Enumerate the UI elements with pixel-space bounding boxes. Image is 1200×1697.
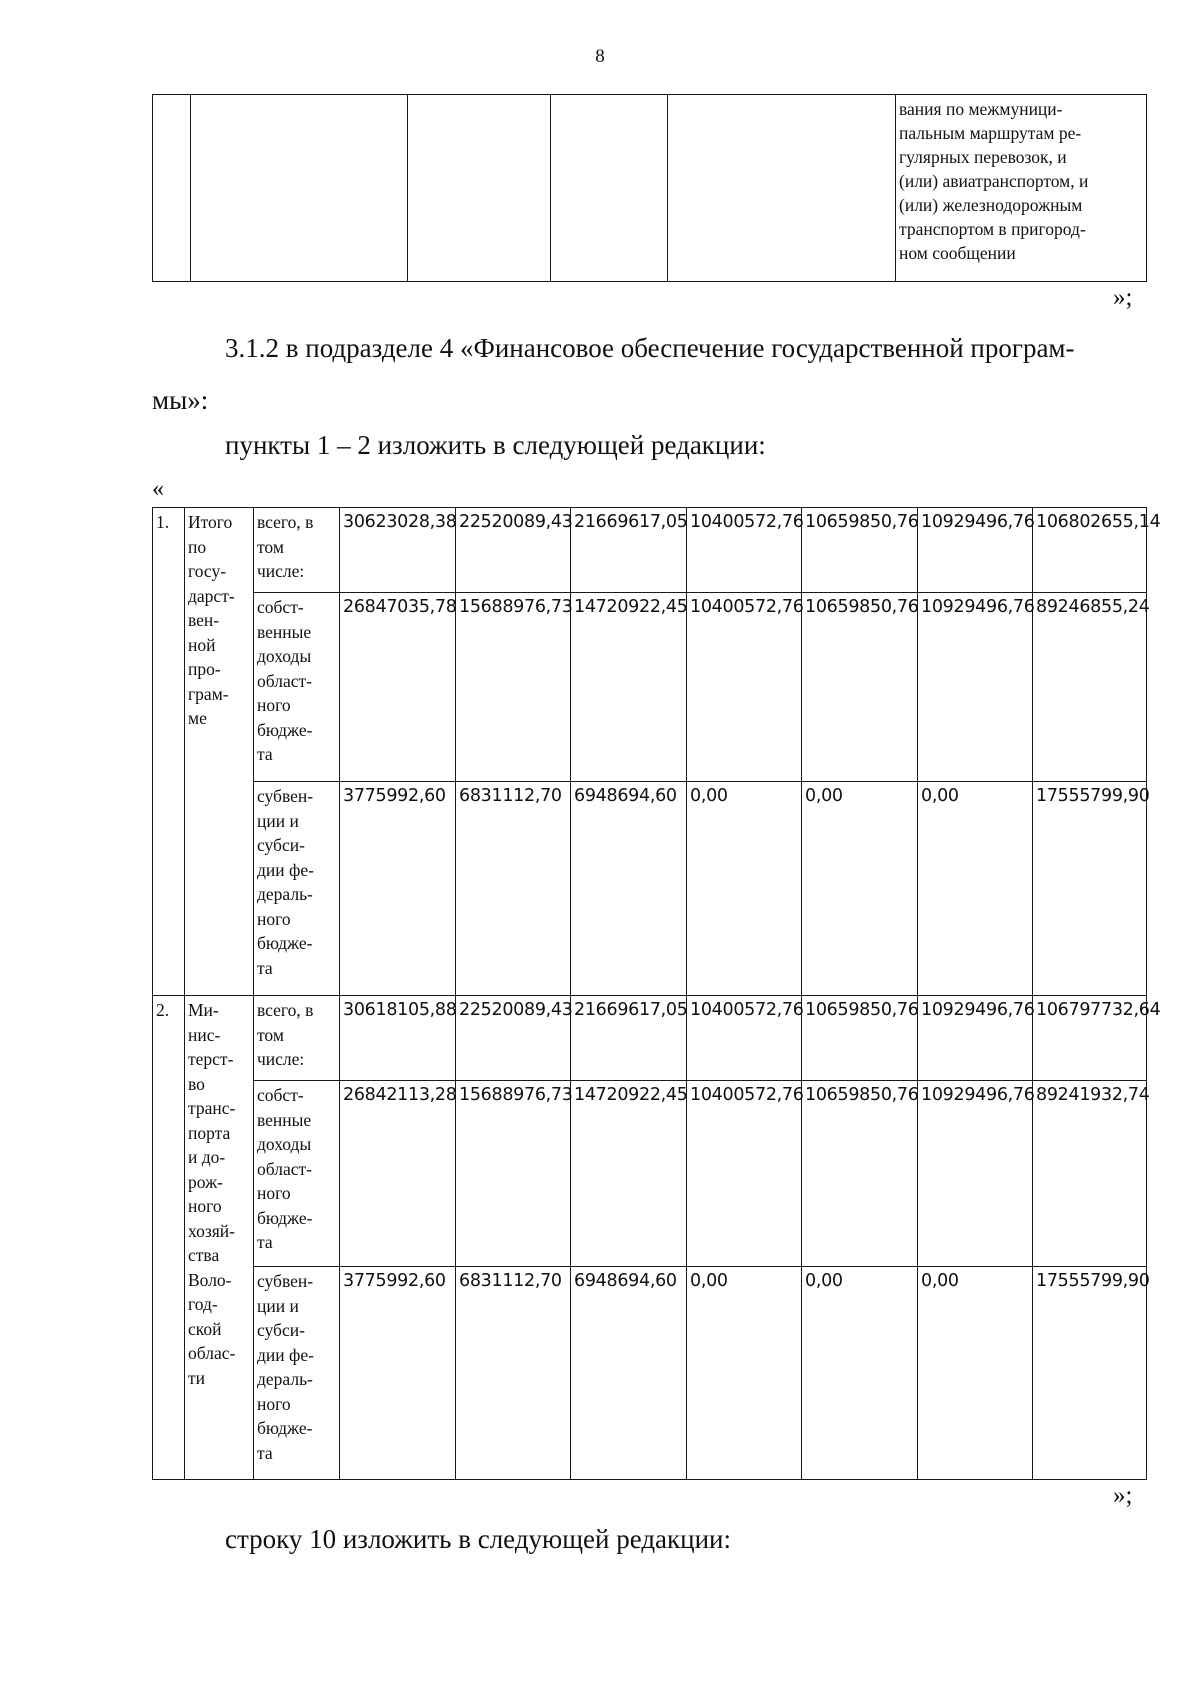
paragraph-3-1-2-continuation: мы»: bbox=[152, 385, 209, 415]
value-cell: 3775992,60 bbox=[340, 782, 456, 996]
value-cell: 10659850,76 bbox=[802, 1081, 918, 1267]
value-cell: 10929496,76 bbox=[918, 1081, 1033, 1267]
value-cell: 22520089,43 bbox=[456, 996, 571, 1081]
row-name: Ми- нис- терст- во транс- порта и до- рож- ного хозяй- ства Воло- год- ской облас- ти bbox=[185, 996, 254, 1480]
value-cell: 10929496,76 bbox=[918, 996, 1033, 1081]
value-cell: 10929496,76 bbox=[918, 593, 1033, 782]
closing-quote: »; bbox=[1113, 1482, 1133, 1509]
table-row bbox=[153, 95, 1147, 282]
table-cell bbox=[551, 95, 668, 282]
table-row bbox=[153, 508, 1147, 593]
value-cell: 15688976,73 bbox=[456, 1081, 571, 1267]
paragraph-points-1-2: пункты 1 – 2 изложить в следующей редакции: bbox=[225, 430, 766, 460]
value-cell-total: 106802655,14 bbox=[1033, 508, 1147, 593]
paragraph-3-1-2: 3.1.2 в подразделе 4 «Финансовое обеспечение государственной програм- bbox=[225, 333, 1075, 363]
funding-source-label: собст- венные доходы област- ного бюдже- та bbox=[254, 593, 340, 782]
value-cell-total: 17555799,90 bbox=[1033, 782, 1147, 996]
paragraph-row-10: строку 10 изложить в следующей редакции: bbox=[225, 1524, 732, 1554]
page-number: 8 bbox=[595, 46, 605, 67]
table-row bbox=[153, 593, 1147, 782]
funding-source-label: всего, в том числе: bbox=[254, 996, 340, 1081]
value-cell-total: 17555799,90 bbox=[1033, 1267, 1147, 1480]
table-row bbox=[153, 782, 1147, 996]
top-continuation-table bbox=[152, 94, 1147, 282]
value-cell-total: 89246855,24 bbox=[1033, 593, 1147, 782]
value-cell: 10659850,76 bbox=[802, 996, 918, 1081]
value-cell: 0,00 bbox=[802, 1267, 918, 1480]
table-cell bbox=[191, 95, 408, 282]
value-cell: 0,00 bbox=[918, 1267, 1033, 1480]
value-cell: 10659850,76 bbox=[802, 508, 918, 593]
value-cell: 0,00 bbox=[687, 782, 802, 996]
value-cell: 10400572,76 bbox=[687, 1081, 802, 1267]
value-cell: 30623028,38 bbox=[340, 508, 456, 593]
value-cell: 6831112,70 bbox=[456, 1267, 571, 1480]
value-cell: 21669617,05 bbox=[571, 996, 687, 1081]
table-row bbox=[153, 996, 1147, 1081]
opening-quote: « bbox=[152, 476, 164, 502]
table-cell bbox=[896, 95, 1147, 282]
row-name: Итого по госу- дарст- вен- ной про- грам- ме bbox=[185, 508, 254, 996]
value-cell: 10400572,76 bbox=[687, 996, 802, 1081]
value-cell: 26842113,28 bbox=[340, 1081, 456, 1267]
value-cell: 14720922,45 bbox=[571, 593, 687, 782]
value-cell: 10400572,76 bbox=[687, 593, 802, 782]
funding-source-label: субвен- ции и субси- дии фе- дераль- ного бюдже- та bbox=[254, 1267, 340, 1480]
value-cell: 3775992,60 bbox=[340, 1267, 456, 1480]
value-cell: 21669617,05 bbox=[571, 508, 687, 593]
value-cell-total: 89241932,74 bbox=[1033, 1081, 1147, 1267]
finance-table bbox=[152, 507, 1161, 1480]
funding-source-label: собст- венные доходы област- ного бюдже- та bbox=[254, 1081, 340, 1267]
table-cell bbox=[408, 95, 551, 282]
value-cell: 0,00 bbox=[687, 1267, 802, 1480]
funding-source-label: субвен- ции и субси- дии фе- дераль- ного бюдже- та bbox=[254, 782, 340, 996]
value-cell: 6948694,60 bbox=[571, 1267, 687, 1480]
value-cell-total: 106797732,64 bbox=[1033, 996, 1147, 1081]
value-cell: 15688976,73 bbox=[456, 593, 571, 782]
table-cell bbox=[668, 95, 896, 282]
value-cell: 14720922,45 bbox=[571, 1081, 687, 1267]
value-cell: 0,00 bbox=[802, 782, 918, 996]
value-cell: 26847035,78 bbox=[340, 593, 456, 782]
value-cell: 6948694,60 bbox=[571, 782, 687, 996]
value-cell: 22520089,43 bbox=[456, 508, 571, 593]
value-cell: 10659850,76 bbox=[802, 593, 918, 782]
value-cell: 30618105,88 bbox=[340, 996, 456, 1081]
value-cell: 6831112,70 bbox=[456, 782, 571, 996]
table-cell bbox=[153, 95, 191, 282]
value-cell: 0,00 bbox=[918, 782, 1033, 996]
value-cell: 10400572,76 bbox=[687, 508, 802, 593]
table-row bbox=[153, 1267, 1147, 1480]
row-number: 1. bbox=[153, 508, 185, 996]
closing-quote: »; bbox=[1113, 284, 1133, 311]
table-row bbox=[153, 1081, 1147, 1267]
funding-source-label: всего, в том числе: bbox=[254, 508, 340, 593]
route-description-text: вания по межмуници- пальным маршрутам ре- гулярных перевозок, и (или) авиатранспортом, и (или) железнодорожным транспортом в пригород- ном сообщении bbox=[899, 99, 1089, 263]
row-number: 2. bbox=[153, 996, 185, 1480]
value-cell: 10929496,76 bbox=[918, 508, 1033, 593]
